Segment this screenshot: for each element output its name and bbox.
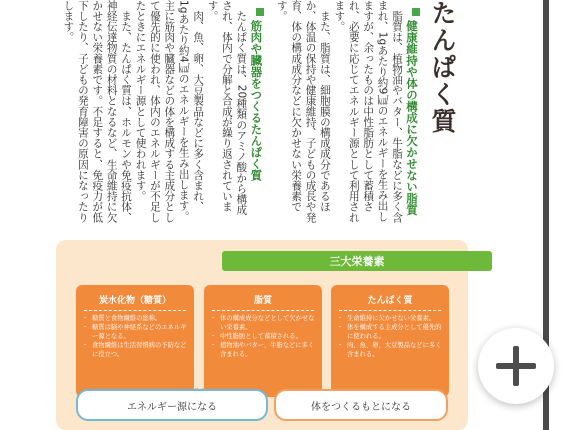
list-item: ・ 体を構成する主成分として優先的に使われる。 (341, 323, 443, 341)
spacer (264, 0, 274, 225)
section2-heading: 筋肉や臓器をつくるたんぱく質 (248, 0, 264, 225)
card-list (76, 314, 194, 359)
section2-paragraph-3: また、たんぱく質は、ホルモンや免疫抗体、神経伝達物質の材料となるなど、生命維持に欠かせない栄養素です。不足すると、免疫力が低下したり、子どもの発育障害の原因になったりします。 (62, 0, 133, 223)
list-item: ・ 糖質は脳や神経系などのエネルギー源となる。 (86, 323, 188, 341)
plus-icon (513, 346, 519, 386)
heading-square-icon (256, 8, 264, 16)
heading-square-icon (412, 8, 420, 16)
card-carbohydrate (76, 285, 194, 397)
energy-source-box: エネルギー源になる (76, 389, 268, 421)
list-item: ・ 食物繊維は生活習慣病の予防などに役立つ。 (86, 341, 188, 359)
section1-heading: 健康維持や体の構成に欠かせない脂質 (404, 0, 420, 225)
card-title: 脂質 (253, 296, 272, 306)
list-item: ・ 体の構成成分などとして欠かせない栄養素。 (214, 314, 316, 332)
card-title: 炭水化物（糖質） (98, 296, 171, 306)
section1-paragraph-1: 脂質は、植物油やバター、牛脂などに多く含まれ、1gあたり約9㎉のエネルギーを生み出しますが、余ったものは中性脂肪として蓄積され、必要に応じてエネルギー源として利用されます。 (333, 0, 403, 223)
card-title: たんぱく質 (367, 296, 413, 306)
page-title: たんぱく質 (428, 0, 457, 135)
list-item: ・ 生命維持に欠かせない栄養素。 (341, 314, 443, 323)
section2-paragraph-2: 肉、魚、卵、大豆製品などに多く含まれ、1gあたり約4㎉のエネルギーを生み出します。主に筋肉や臓器などの体を構成する主成分として優先的に使われ、体内のエネルギーが不足したときにエネルギー源として使われます。 (134, 0, 205, 223)
list-item: ・ 肉、魚、卵、大豆製品などに多く含まれる。 (341, 341, 443, 359)
card-protein (331, 285, 449, 397)
card-divider (84, 310, 186, 311)
vertical-text-area (40, 0, 460, 225)
add-button[interactable] (478, 328, 554, 404)
card-fat (204, 285, 322, 397)
card-divider (212, 310, 314, 311)
card-list (204, 314, 322, 359)
card-divider (339, 310, 441, 311)
list-item: ・ 中性脂肪として蓄積される。 (214, 332, 316, 341)
list-item: ・ 植物油やバター、牛脂などに多く含まれる。 (214, 341, 316, 359)
section1-paragraph-2: また、脂質は、細胞膜の構成成分であるほか、体温の保持や健康維持、子どもの成長や発育、体の構成成分などに欠かせない栄養素です。 (275, 0, 331, 223)
diagram-title: 三大栄養素 (222, 251, 492, 271)
nutrients-diagram (56, 240, 468, 430)
body-building-box: 体をつくるもとになる (274, 389, 448, 421)
card-list (331, 314, 449, 359)
section2-paragraph-1: たんぱく質は、20種類のアミノ酸から構成され、体内で分解と合成が繰り返されています。 (206, 0, 248, 215)
list-item: ・ 糖質と食物繊維の総称。 (86, 314, 188, 323)
